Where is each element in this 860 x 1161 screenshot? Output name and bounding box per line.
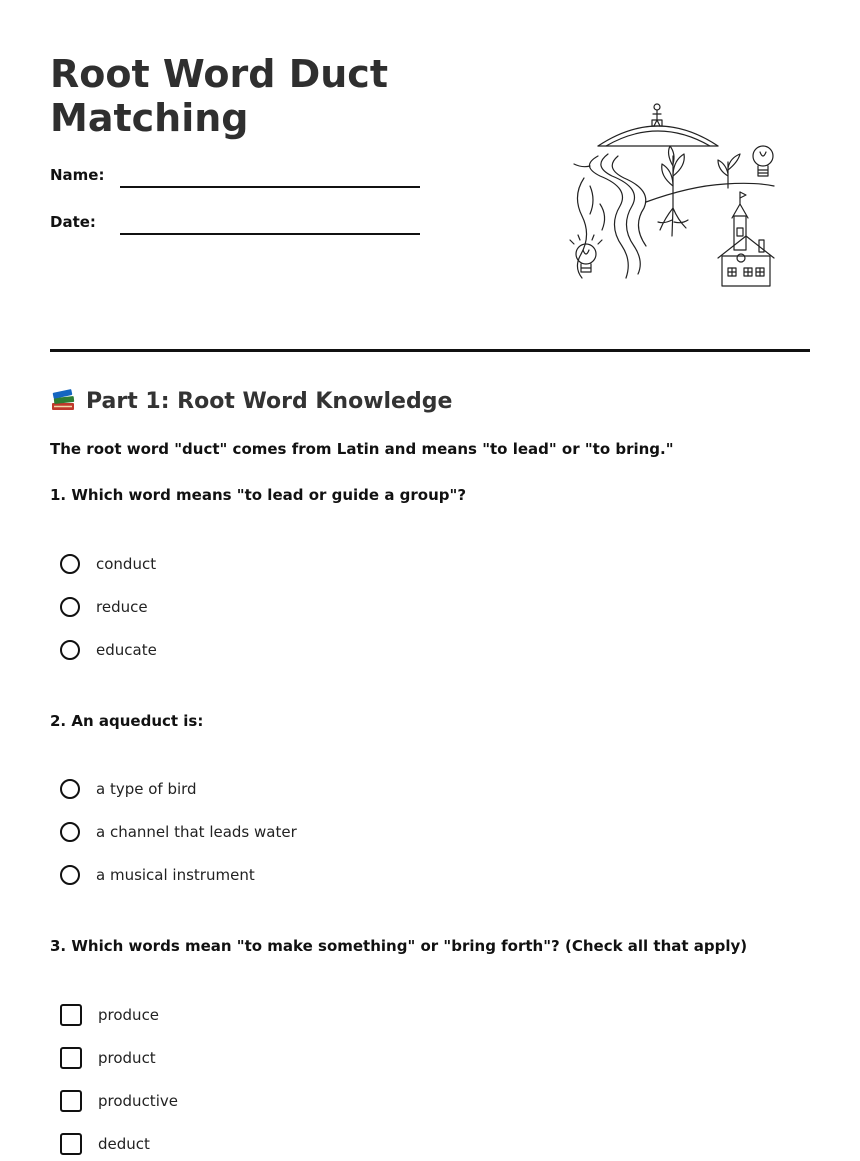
option-label: a musical instrument	[96, 866, 255, 884]
q2-option-bird[interactable]	[60, 776, 197, 802]
question-1: 1. Which word means "to lead or guide a group"?	[50, 486, 467, 504]
date-input-line[interactable]	[120, 233, 420, 235]
checkbox[interactable]	[60, 1133, 82, 1155]
q1-option-conduct[interactable]	[60, 551, 156, 577]
option-label: educate	[96, 641, 157, 659]
radio-button[interactable]	[60, 822, 80, 842]
name-input-line[interactable]	[120, 186, 420, 188]
checkbox[interactable]	[60, 1090, 82, 1112]
part1-heading	[50, 388, 452, 414]
date-field	[50, 213, 420, 237]
date-label: Date:	[50, 213, 96, 231]
question-3: 3. Which words mean "to make something" or "bring forth"? (Check all that apply)	[50, 937, 748, 955]
option-label: produce	[98, 1006, 160, 1024]
radio-button[interactable]	[60, 554, 80, 574]
part1-title: Part 1: Root Word Knowledge	[86, 388, 453, 414]
radio-button[interactable]	[60, 640, 80, 660]
name-label: Name:	[50, 166, 105, 184]
checkbox[interactable]	[60, 1047, 82, 1069]
radio-button[interactable]	[60, 779, 80, 799]
radio-button[interactable]	[60, 865, 80, 885]
q2-option-instrument[interactable]	[60, 862, 255, 888]
q1-option-educate[interactable]	[60, 637, 157, 663]
part1-intro: The root word "duct" comes from Latin and means "to lead" or "to bring."	[50, 440, 674, 458]
option-label: a type of bird	[96, 780, 197, 798]
option-label: productive	[98, 1092, 178, 1110]
name-field	[50, 166, 420, 190]
option-label: product	[98, 1049, 156, 1067]
radio-button[interactable]	[60, 597, 80, 617]
option-label: reduce	[96, 598, 148, 616]
q2-option-channel[interactable]	[60, 819, 297, 845]
worksheet-title: Root Word Duct Matching	[50, 52, 388, 140]
option-label: conduct	[96, 555, 157, 573]
section-divider	[50, 349, 810, 352]
option-label: deduct	[98, 1135, 150, 1153]
q3-option-deduct[interactable]	[60, 1131, 150, 1157]
q3-option-produce[interactable]	[60, 1002, 159, 1028]
question-2: 2. An aqueduct is:	[50, 712, 204, 730]
books-icon	[50, 388, 76, 414]
q3-option-productive[interactable]	[60, 1088, 178, 1114]
q3-option-product[interactable]	[60, 1045, 156, 1071]
root-word-landscape-illustration	[560, 96, 790, 296]
q1-option-reduce[interactable]	[60, 594, 148, 620]
checkbox[interactable]	[60, 1004, 82, 1026]
option-label: a channel that leads water	[96, 823, 297, 841]
